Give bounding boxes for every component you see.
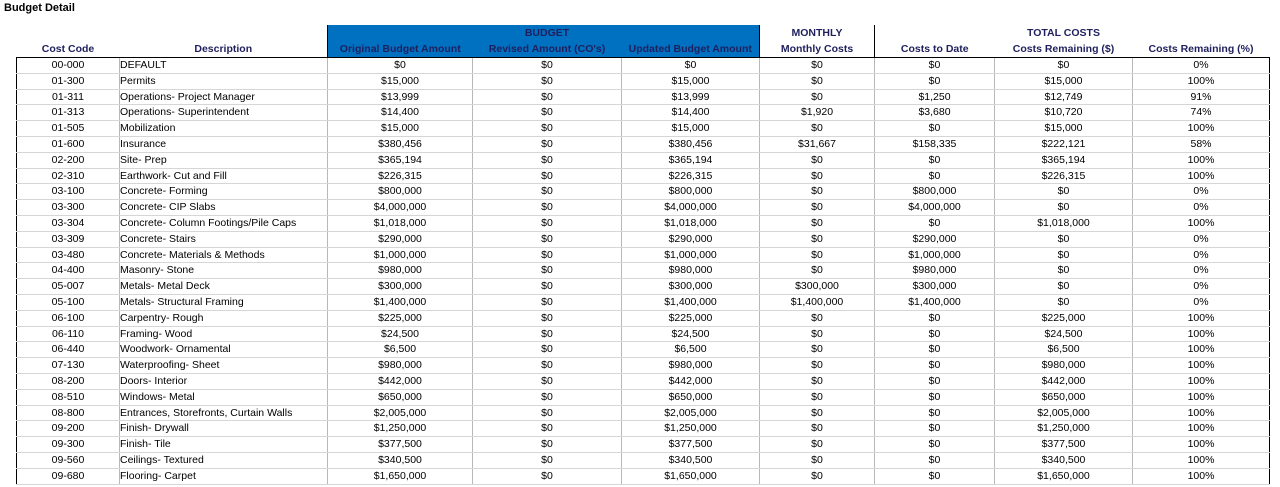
cost-code-cell[interactable]: 03-304	[17, 215, 120, 231]
costs-remaining-dollar-cell[interactable]: $377,500	[995, 437, 1133, 453]
updated-budget-cell[interactable]: $290,000	[622, 231, 760, 247]
cost-code-cell[interactable]: 05-007	[17, 279, 120, 295]
description-cell[interactable]: Metals- Metal Deck	[120, 279, 328, 295]
description-cell[interactable]: Permits	[120, 73, 328, 89]
monthly-costs-cell[interactable]: $0	[760, 247, 875, 263]
table-row	[17, 468, 1270, 484]
revised-amount-cell[interactable]: $0	[473, 263, 622, 279]
costs-remaining-dollar-cell[interactable]: $442,000	[995, 373, 1133, 389]
costs-to-date-cell[interactable]: $1,000,000	[875, 247, 995, 263]
table-row	[17, 73, 1270, 89]
description-cell[interactable]: Earthwork- Cut and Fill	[120, 168, 328, 184]
updated-budget-cell[interactable]: $980,000	[622, 358, 760, 374]
description-cell[interactable]: Framing- Wood	[120, 326, 328, 342]
updated-budget-cell[interactable]: $300,000	[622, 279, 760, 295]
original-budget-cell[interactable]: $1,400,000	[328, 294, 473, 310]
cost-code-cell[interactable]: 01-313	[17, 105, 120, 121]
costs-remaining-dollar-cell[interactable]: $1,650,000	[995, 468, 1133, 484]
costs-remaining-pct-cell[interactable]: 0%	[1133, 294, 1270, 310]
revised-amount-cell[interactable]: $0	[473, 468, 622, 484]
revised-amount-cell[interactable]: $0	[473, 310, 622, 326]
costs-to-date-cell[interactable]: $300,000	[875, 279, 995, 295]
revised-amount-cell[interactable]: $0	[473, 89, 622, 105]
costs-remaining-pct-cell[interactable]: 100%	[1133, 168, 1270, 184]
original-budget-cell[interactable]: $225,000	[328, 310, 473, 326]
cost-code-cell[interactable]: 06-110	[17, 326, 120, 342]
description-cell[interactable]: Woodwork- Ornamental	[120, 342, 328, 358]
col-header-costs-remaining-pct[interactable]: Costs Remaining (%)	[1133, 41, 1270, 58]
updated-budget-cell[interactable]: $225,000	[622, 310, 760, 326]
table-row	[17, 389, 1270, 405]
costs-remaining-dollar-cell[interactable]: $1,250,000	[995, 421, 1133, 437]
revised-amount-cell[interactable]: $0	[473, 136, 622, 152]
table-row	[17, 168, 1270, 184]
cost-code-cell[interactable]: 05-100	[17, 294, 120, 310]
costs-remaining-pct-cell[interactable]: 0%	[1133, 263, 1270, 279]
cost-code-cell[interactable]: 02-200	[17, 152, 120, 168]
costs-remaining-dollar-cell[interactable]: $0	[995, 247, 1133, 263]
costs-remaining-pct-cell[interactable]: 100%	[1133, 437, 1270, 453]
description-cell[interactable]: Entrances, Storefronts, Curtain Walls	[120, 405, 328, 421]
original-budget-cell[interactable]: $2,005,000	[328, 405, 473, 421]
costs-remaining-dollar-cell[interactable]: $6,500	[995, 342, 1133, 358]
costs-to-date-cell[interactable]: $0	[875, 168, 995, 184]
costs-to-date-cell[interactable]: $1,400,000	[875, 294, 995, 310]
costs-remaining-pct-cell[interactable]: 100%	[1133, 326, 1270, 342]
col-header-monthly-costs[interactable]: Monthly Costs	[760, 41, 875, 58]
table-row	[17, 105, 1270, 121]
costs-remaining-dollar-cell[interactable]: $222,121	[995, 136, 1133, 152]
revised-amount-cell[interactable]: $0	[473, 294, 622, 310]
cost-code-cell[interactable]: 06-100	[17, 310, 120, 326]
original-budget-cell[interactable]: $980,000	[328, 358, 473, 374]
table-row	[17, 247, 1270, 263]
original-budget-cell[interactable]: $15,000	[328, 121, 473, 137]
costs-remaining-pct-cell[interactable]: 100%	[1133, 152, 1270, 168]
description-cell[interactable]: Doors- Interior	[120, 373, 328, 389]
updated-budget-cell[interactable]: $1,000,000	[622, 247, 760, 263]
original-budget-cell[interactable]: $340,500	[328, 452, 473, 468]
description-cell[interactable]: DEFAULT	[120, 58, 328, 74]
cost-code-cell[interactable]: 00-000	[17, 58, 120, 74]
costs-remaining-dollar-cell[interactable]: $0	[995, 58, 1133, 74]
costs-to-date-cell[interactable]: $3,680	[875, 105, 995, 121]
costs-remaining-pct-cell[interactable]: 100%	[1133, 342, 1270, 358]
cost-code-cell[interactable]: 04-400	[17, 263, 120, 279]
original-budget-cell[interactable]: $365,194	[328, 152, 473, 168]
col-header-updated-budget[interactable]: Updated Budget Amount	[622, 41, 760, 58]
monthly-costs-cell[interactable]: $0	[760, 200, 875, 216]
original-budget-cell[interactable]: $13,999	[328, 89, 473, 105]
revised-amount-cell[interactable]: $0	[473, 373, 622, 389]
col-header-original-budget[interactable]: Original Budget Amount	[328, 41, 473, 58]
header-column-row	[17, 41, 1270, 58]
updated-budget-cell[interactable]: $442,000	[622, 373, 760, 389]
col-header-revised-amount[interactable]: Revised Amount (CO's)	[473, 41, 622, 58]
header-group-total-costs: TOTAL COSTS	[1027, 27, 1100, 40]
monthly-costs-cell[interactable]: $0	[760, 468, 875, 484]
costs-remaining-pct-cell[interactable]: 100%	[1133, 389, 1270, 405]
costs-remaining-pct-cell[interactable]: 58%	[1133, 136, 1270, 152]
table-row	[17, 373, 1270, 389]
description-cell[interactable]: Operations- Project Manager	[120, 89, 328, 105]
original-budget-cell[interactable]: $377,500	[328, 437, 473, 453]
original-budget-cell[interactable]: $4,000,000	[328, 200, 473, 216]
revised-amount-cell[interactable]: $0	[473, 421, 622, 437]
costs-to-date-cell[interactable]: $800,000	[875, 184, 995, 200]
costs-to-date-cell[interactable]: $0	[875, 437, 995, 453]
monthly-costs-cell[interactable]: $0	[760, 405, 875, 421]
updated-budget-cell[interactable]: $377,500	[622, 437, 760, 453]
original-budget-cell[interactable]: $290,000	[328, 231, 473, 247]
cost-code-cell[interactable]: 03-309	[17, 231, 120, 247]
monthly-costs-cell[interactable]: $0	[760, 326, 875, 342]
original-budget-cell[interactable]: $1,250,000	[328, 421, 473, 437]
monthly-costs-cell[interactable]: $31,667	[760, 136, 875, 152]
costs-to-date-cell[interactable]: $0	[875, 342, 995, 358]
updated-budget-cell[interactable]: $6,500	[622, 342, 760, 358]
revised-amount-cell[interactable]: $0	[473, 200, 622, 216]
costs-to-date-cell[interactable]: $0	[875, 452, 995, 468]
monthly-costs-cell[interactable]: $0	[760, 310, 875, 326]
description-cell[interactable]: Concrete- Column Footings/Pile Caps	[120, 215, 328, 231]
costs-remaining-dollar-cell[interactable]: $15,000	[995, 73, 1133, 89]
original-budget-cell[interactable]: $442,000	[328, 373, 473, 389]
costs-to-date-cell[interactable]: $0	[875, 389, 995, 405]
updated-budget-cell[interactable]: $13,999	[622, 89, 760, 105]
updated-budget-cell[interactable]: $1,018,000	[622, 215, 760, 231]
description-cell[interactable]: Masonry- Stone	[120, 263, 328, 279]
original-budget-cell[interactable]: $0	[328, 58, 473, 74]
col-header-costs-to-date[interactable]: Costs to Date	[875, 41, 995, 58]
original-budget-cell[interactable]: $300,000	[328, 279, 473, 295]
original-budget-cell[interactable]: $650,000	[328, 389, 473, 405]
budget-rows	[17, 58, 1270, 485]
original-budget-cell[interactable]: $800,000	[328, 184, 473, 200]
header-group-spacer	[328, 25, 473, 41]
monthly-costs-cell[interactable]: $0	[760, 342, 875, 358]
revised-amount-cell[interactable]: $0	[473, 279, 622, 295]
original-budget-cell[interactable]: $1,018,000	[328, 215, 473, 231]
table-row	[17, 452, 1270, 468]
description-cell[interactable]: Finish- Tile	[120, 437, 328, 453]
monthly-costs-cell[interactable]: $300,000	[760, 279, 875, 295]
costs-remaining-pct-cell[interactable]: 100%	[1133, 121, 1270, 137]
monthly-costs-cell[interactable]: $0	[760, 263, 875, 279]
updated-budget-cell[interactable]: $980,000	[622, 263, 760, 279]
costs-to-date-cell[interactable]: $0	[875, 421, 995, 437]
revised-amount-cell[interactable]: $0	[473, 231, 622, 247]
revised-amount-cell[interactable]: $0	[473, 152, 622, 168]
table-row	[17, 89, 1270, 105]
revised-amount-cell[interactable]: $0	[473, 58, 622, 74]
revised-amount-cell[interactable]: $0	[473, 342, 622, 358]
table-row	[17, 342, 1270, 358]
updated-budget-cell[interactable]: $1,400,000	[622, 294, 760, 310]
description-cell[interactable]: Carpentry- Rough	[120, 310, 328, 326]
updated-budget-cell[interactable]: $340,500	[622, 452, 760, 468]
table-row	[17, 58, 1270, 74]
col-header-cost-code[interactable]: Cost Code	[17, 41, 120, 58]
costs-to-date-cell[interactable]: $158,335	[875, 136, 995, 152]
updated-budget-cell[interactable]: $226,315	[622, 168, 760, 184]
costs-remaining-pct-cell[interactable]: 0%	[1133, 184, 1270, 200]
updated-budget-cell[interactable]: $365,194	[622, 152, 760, 168]
costs-remaining-dollar-cell[interactable]: $12,749	[995, 89, 1133, 105]
cost-code-cell[interactable]: 02-310	[17, 168, 120, 184]
monthly-costs-cell[interactable]: $0	[760, 452, 875, 468]
costs-remaining-dollar-cell[interactable]: $225,000	[995, 310, 1133, 326]
costs-to-date-cell[interactable]: $4,000,000	[875, 200, 995, 216]
costs-remaining-pct-cell[interactable]: 100%	[1133, 215, 1270, 231]
description-cell[interactable]: Insurance	[120, 136, 328, 152]
costs-remaining-dollar-cell[interactable]: $0	[995, 294, 1133, 310]
original-budget-cell[interactable]: $380,456	[328, 136, 473, 152]
table-row	[17, 310, 1270, 326]
revised-amount-cell[interactable]: $0	[473, 105, 622, 121]
cost-code-cell[interactable]: 08-510	[17, 389, 120, 405]
original-budget-cell[interactable]: $1,000,000	[328, 247, 473, 263]
cost-code-cell[interactable]: 03-100	[17, 184, 120, 200]
costs-remaining-pct-cell[interactable]: 100%	[1133, 452, 1270, 468]
costs-remaining-pct-cell[interactable]: 100%	[1133, 373, 1270, 389]
table-row	[17, 294, 1270, 310]
cost-code-cell[interactable]: 09-200	[17, 421, 120, 437]
original-budget-cell[interactable]: $15,000	[328, 73, 473, 89]
description-cell[interactable]: Flooring- Carpet	[120, 468, 328, 484]
costs-to-date-cell[interactable]: $0	[875, 310, 995, 326]
costs-remaining-pct-cell[interactable]: 91%	[1133, 89, 1270, 105]
cost-code-cell[interactable]: 01-300	[17, 73, 120, 89]
table-row	[17, 358, 1270, 374]
monthly-costs-cell[interactable]: $0	[760, 358, 875, 374]
updated-budget-cell[interactable]: $380,456	[622, 136, 760, 152]
monthly-costs-cell[interactable]: $0	[760, 389, 875, 405]
budget-detail-table	[16, 25, 1270, 485]
costs-to-date-cell[interactable]: $0	[875, 373, 995, 389]
costs-remaining-dollar-cell[interactable]: $0	[995, 200, 1133, 216]
table-row	[17, 136, 1270, 152]
costs-remaining-pct-cell[interactable]: 0%	[1133, 247, 1270, 263]
costs-remaining-dollar-cell[interactable]: $340,500	[995, 452, 1133, 468]
costs-remaining-pct-cell[interactable]: 0%	[1133, 231, 1270, 247]
description-cell[interactable]: Concrete- Materials & Methods	[120, 247, 328, 263]
revised-amount-cell[interactable]: $0	[473, 215, 622, 231]
revised-amount-cell[interactable]: $0	[473, 73, 622, 89]
cost-code-cell[interactable]: 08-200	[17, 373, 120, 389]
cost-code-cell[interactable]: 01-311	[17, 89, 120, 105]
costs-remaining-pct-cell[interactable]: 100%	[1133, 468, 1270, 484]
updated-budget-cell[interactable]: $4,000,000	[622, 200, 760, 216]
costs-to-date-cell[interactable]: $0	[875, 358, 995, 374]
cost-code-cell[interactable]: 09-560	[17, 452, 120, 468]
monthly-costs-cell[interactable]: $1,920	[760, 105, 875, 121]
costs-remaining-pct-cell[interactable]: 0%	[1133, 58, 1270, 74]
monthly-costs-cell[interactable]: $0	[760, 58, 875, 74]
revised-amount-cell[interactable]: $0	[473, 168, 622, 184]
description-cell[interactable]: Windows- Metal	[120, 389, 328, 405]
table-row	[17, 215, 1270, 231]
original-budget-cell[interactable]: $980,000	[328, 263, 473, 279]
cost-code-cell[interactable]: 01-505	[17, 121, 120, 137]
cost-code-cell[interactable]: 03-300	[17, 200, 120, 216]
header-group-spacer	[1133, 25, 1270, 41]
costs-remaining-pct-cell[interactable]: 100%	[1133, 421, 1270, 437]
costs-remaining-pct-cell[interactable]: 74%	[1133, 105, 1270, 121]
description-cell[interactable]: Concrete- Forming	[120, 184, 328, 200]
table-row	[17, 279, 1270, 295]
costs-remaining-dollar-cell[interactable]: $0	[995, 263, 1133, 279]
updated-budget-cell[interactable]: $800,000	[622, 184, 760, 200]
updated-budget-cell[interactable]: $1,250,000	[622, 421, 760, 437]
cost-code-cell[interactable]: 03-480	[17, 247, 120, 263]
revised-amount-cell[interactable]: $0	[473, 184, 622, 200]
costs-to-date-cell[interactable]: $0	[875, 405, 995, 421]
monthly-costs-cell[interactable]: $0	[760, 421, 875, 437]
header-group-budget: BUDGET	[473, 25, 622, 41]
updated-budget-cell[interactable]: $15,000	[622, 73, 760, 89]
costs-remaining-dollar-cell[interactable]: $1,018,000	[995, 215, 1133, 231]
original-budget-cell[interactable]: $14,400	[328, 105, 473, 121]
costs-remaining-pct-cell[interactable]: 100%	[1133, 358, 1270, 374]
table-row	[17, 326, 1270, 342]
monthly-costs-cell[interactable]: $0	[760, 168, 875, 184]
revised-amount-cell[interactable]: $0	[473, 405, 622, 421]
costs-remaining-dollar-cell[interactable]: $2,005,000	[995, 405, 1133, 421]
costs-remaining-pct-cell[interactable]: 0%	[1133, 200, 1270, 216]
table-row	[17, 121, 1270, 137]
costs-remaining-pct-cell[interactable]: 100%	[1133, 310, 1270, 326]
costs-to-date-cell[interactable]: $0	[875, 73, 995, 89]
description-cell[interactable]: Concrete- Stairs	[120, 231, 328, 247]
revised-amount-cell[interactable]: $0	[473, 358, 622, 374]
description-cell[interactable]: Waterproofing- Sheet	[120, 358, 328, 374]
cost-code-cell[interactable]: 08-800	[17, 405, 120, 421]
description-cell[interactable]: Mobilization	[120, 121, 328, 137]
header-spacer	[120, 25, 328, 41]
original-budget-cell[interactable]: $1,650,000	[328, 468, 473, 484]
updated-budget-cell[interactable]: $14,400	[622, 105, 760, 121]
description-cell[interactable]: Site- Prep	[120, 152, 328, 168]
header-spacer	[17, 25, 120, 41]
sheet-title: Budget Detail	[4, 2, 75, 14]
costs-to-date-cell[interactable]: $0	[875, 468, 995, 484]
costs-to-date-cell[interactable]: $0	[875, 58, 995, 74]
monthly-costs-cell[interactable]: $0	[760, 215, 875, 231]
original-budget-cell[interactable]: $226,315	[328, 168, 473, 184]
description-cell[interactable]: Concrete- CIP Slabs	[120, 200, 328, 216]
monthly-costs-cell[interactable]: $0	[760, 231, 875, 247]
revised-amount-cell[interactable]: $0	[473, 452, 622, 468]
costs-remaining-pct-cell[interactable]: 0%	[1133, 279, 1270, 295]
original-budget-cell[interactable]: $24,500	[328, 326, 473, 342]
header-group-row	[17, 25, 1270, 41]
costs-remaining-pct-cell[interactable]: 100%	[1133, 405, 1270, 421]
costs-to-date-cell[interactable]: $290,000	[875, 231, 995, 247]
revised-amount-cell[interactable]: $0	[473, 326, 622, 342]
costs-to-date-cell[interactable]: $0	[875, 326, 995, 342]
table-row	[17, 184, 1270, 200]
description-cell[interactable]: Operations- Superintendent	[120, 105, 328, 121]
revised-amount-cell[interactable]: $0	[473, 437, 622, 453]
table-row	[17, 421, 1270, 437]
updated-budget-cell[interactable]: $2,005,000	[622, 405, 760, 421]
description-cell[interactable]: Finish- Drywall	[120, 421, 328, 437]
table-row	[17, 152, 1270, 168]
costs-remaining-dollar-cell[interactable]: $0	[995, 231, 1133, 247]
table-row	[17, 437, 1270, 453]
monthly-costs-cell[interactable]: $0	[760, 184, 875, 200]
costs-to-date-cell[interactable]: $0	[875, 152, 995, 168]
header-group-spacer	[622, 25, 760, 41]
description-cell[interactable]: Ceilings- Textured	[120, 452, 328, 468]
updated-budget-cell[interactable]: $0	[622, 58, 760, 74]
header-group-spacer	[875, 25, 995, 41]
cost-code-cell[interactable]: 07-130	[17, 358, 120, 374]
costs-remaining-pct-cell[interactable]: 100%	[1133, 73, 1270, 89]
description-cell[interactable]: Metals- Structural Framing	[120, 294, 328, 310]
cost-code-cell[interactable]: 01-600	[17, 136, 120, 152]
cost-code-cell[interactable]: 06-440	[17, 342, 120, 358]
table-row	[17, 200, 1270, 216]
cost-code-cell[interactable]: 09-680	[17, 468, 120, 484]
costs-to-date-cell[interactable]: $0	[875, 121, 995, 137]
costs-remaining-dollar-cell[interactable]: $226,315	[995, 168, 1133, 184]
monthly-costs-cell[interactable]: $0	[760, 89, 875, 105]
costs-to-date-cell[interactable]: $980,000	[875, 263, 995, 279]
costs-remaining-dollar-cell[interactable]: $0	[995, 279, 1133, 295]
monthly-costs-cell[interactable]: $1,400,000	[760, 294, 875, 310]
costs-remaining-dollar-cell[interactable]: $0	[995, 184, 1133, 200]
costs-remaining-dollar-cell[interactable]: $980,000	[995, 358, 1133, 374]
updated-budget-cell[interactable]: $1,650,000	[622, 468, 760, 484]
revised-amount-cell[interactable]: $0	[473, 121, 622, 137]
monthly-costs-cell[interactable]: $0	[760, 437, 875, 453]
revised-amount-cell[interactable]: $0	[473, 389, 622, 405]
monthly-costs-cell[interactable]: $0	[760, 73, 875, 89]
table-row	[17, 405, 1270, 421]
costs-remaining-dollar-cell[interactable]: $650,000	[995, 389, 1133, 405]
costs-remaining-dollar-cell[interactable]: $24,500	[995, 326, 1133, 342]
monthly-costs-cell[interactable]: $0	[760, 152, 875, 168]
updated-budget-cell[interactable]: $24,500	[622, 326, 760, 342]
header-group-monthly: MONTHLY	[760, 25, 875, 41]
updated-budget-cell[interactable]: $650,000	[622, 389, 760, 405]
costs-remaining-dollar-cell[interactable]: $365,194	[995, 152, 1133, 168]
table-row	[17, 231, 1270, 247]
original-budget-cell[interactable]: $6,500	[328, 342, 473, 358]
costs-to-date-cell[interactable]: $0	[875, 215, 995, 231]
updated-budget-cell[interactable]: $15,000	[622, 121, 760, 137]
costs-to-date-cell[interactable]: $1,250	[875, 89, 995, 105]
revised-amount-cell[interactable]: $0	[473, 247, 622, 263]
monthly-costs-cell[interactable]: $0	[760, 121, 875, 137]
costs-remaining-dollar-cell[interactable]: $10,720	[995, 105, 1133, 121]
col-header-description[interactable]: Description	[120, 41, 328, 58]
col-header-costs-remaining-dollar[interactable]: Costs Remaining ($)	[995, 41, 1133, 58]
table-row	[17, 263, 1270, 279]
costs-remaining-dollar-cell[interactable]: $15,000	[995, 121, 1133, 137]
cost-code-cell[interactable]: 09-300	[17, 437, 120, 453]
monthly-costs-cell[interactable]: $0	[760, 373, 875, 389]
